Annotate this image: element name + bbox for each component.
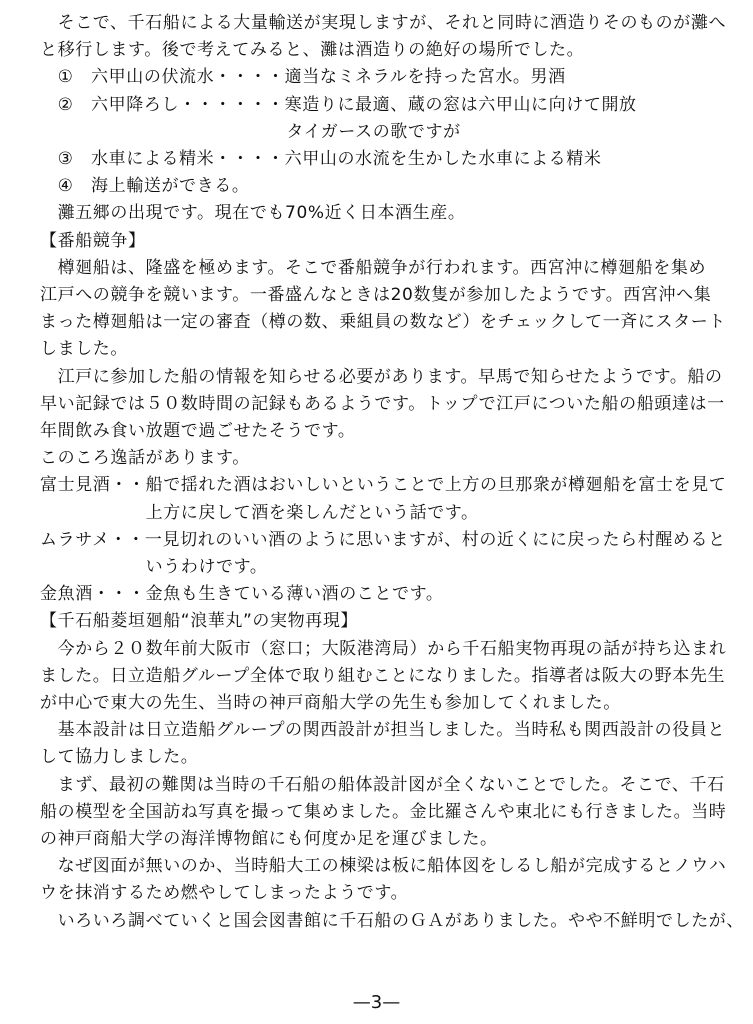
text-line: タイガースの歌ですが	[40, 121, 461, 142]
text-line: そこで、千石船による大量輸送が実現しますが、それと同時に酒造りそのものが灘へ	[40, 13, 727, 33]
text-line: ました。日立造船グループ全体で取り組むことになりました。指導者は阪大の野本先生	[40, 665, 726, 686]
page-number: —3—	[352, 992, 401, 1013]
text-line: 灘五郷の出現です。現在でも70%近く日本酒生産。	[40, 203, 466, 224]
text-line: いうわけです。	[40, 557, 268, 577]
text-line: ① 六甲山の伏流水・・・・適当なミネラルを持った宮水。男酒	[40, 67, 566, 88]
text-line: 基本設計は日立造船グループの関西設計が担当しました。当時私も関西設計の役員と	[40, 720, 726, 741]
text-line: 江戸への競争を競います。一番盛んなときは20数隻が参加したようです。西宮沖へ集	[40, 285, 712, 305]
text-line: 富士見酒・・船で揺れた酒はおいしいということで上方の旦那衆が樽廻船を富士を見て	[40, 475, 727, 496]
text-line: いろいろ調べていくと国会図書館に千石船のＧＡがありました。やや不鮮明でしたが、	[40, 910, 744, 931]
text-line: ムラサメ・・一見切れのいい酒のように思いますが、村の近くにに戻ったら村醒めると	[40, 529, 726, 550]
text-line: まった樽廻船は一定の審査（樽の数、乗組員の数など）をチェックして一斉にスタート	[40, 312, 726, 333]
text-line: 樽廻船は、隆盛を極めます。そこで番船競争が行われます。西宮沖に樽廻船を集め	[40, 257, 707, 278]
text-line: ④ 海上輸送ができる。	[40, 176, 250, 197]
text-line: ③ 水車による精米・・・・六甲山の水流を生かした水車による精米	[40, 149, 602, 169]
text-line: の神戸商船大学の海洋博物館にも何度か足を運びました。	[40, 829, 498, 849]
text-line: まず、最初の難関は当時の千石船の船体設計図が全くないことでした。そこで、千石	[40, 774, 725, 795]
text-line: ② 六甲降ろし・・・・・・寒造りに最適、蔵の窓は六甲山に向けて開放	[40, 94, 637, 115]
text-line: と移行します。後で考えてみると、灘は酒造りの絶好の場所でした。	[40, 40, 585, 61]
text-line: が中心で東大の先生、当時の神戸商船大学の先生も参加してくれました。	[40, 693, 621, 713]
text-line: 【番船競争】	[40, 230, 146, 251]
text-line: して協力しました。	[40, 747, 199, 768]
text-line: 江戸に参加した船の情報を知らせる必要があります。早馬で知らせたようです。船の	[40, 366, 723, 387]
text-line: 【千石船菱垣廻船“浪華丸”の実物再現】	[40, 611, 359, 632]
text-line: 船の模型を全国訪ね写真を撮って集めました。金比羅さんや東北にも行きました。当時	[40, 801, 727, 822]
text-line: 早い記録では５０数時間の記録もあるようです。トップで江戸についた船の船頭達は一	[40, 393, 725, 414]
text-line: 今から２０数年前大阪市（窓口；大阪港湾局）から千石船実物再現の話が持ち込まれ	[40, 638, 727, 659]
text-line: ウを抹消するため燃やしてしまったようです。	[40, 883, 409, 904]
text-line: 年間飲み食い放題で過ごせたそうです。	[40, 421, 356, 441]
text-line: このころ逸話があります。	[40, 448, 250, 469]
text-line: なぜ図面が無いのか、当時船大工の棟梁は板に船体図をしるし船が完成するとノウハ	[40, 856, 727, 877]
text-line: 上方に戻して酒を楽しんだという話です。	[40, 502, 479, 523]
text-line: 金魚酒・・・金魚も生きている薄い酒のことです。	[40, 584, 444, 605]
text-line: しました。	[40, 339, 128, 360]
